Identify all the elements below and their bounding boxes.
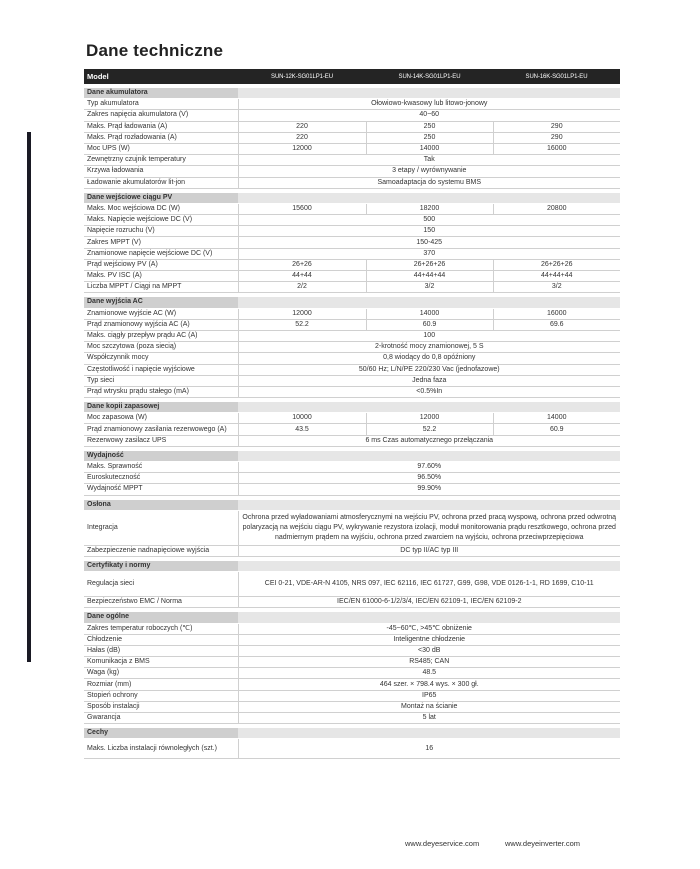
spec-row	[84, 308, 620, 319]
spec-value: Inteligentne chłodzenie	[238, 634, 620, 645]
model-name: SUN-14K-SG01LP1-EU	[366, 69, 493, 84]
section-title: Dane wejściowe ciągu PV	[84, 193, 238, 204]
spec-value: 10000	[238, 413, 366, 424]
spec-value: 20800	[493, 203, 620, 214]
spec-row	[84, 597, 620, 608]
spec-value: 60.9	[493, 424, 620, 435]
spec-value: 40~60	[238, 110, 620, 121]
spec-row	[84, 413, 620, 424]
spec-label: Maks. Liczba instalacji równoległych (szt.)	[84, 739, 238, 759]
spec-label: Wydajność MPPT	[84, 484, 238, 495]
spec-value: Samoadaptacja do systemu BMS	[238, 177, 620, 188]
spec-value: 52.2	[238, 319, 366, 330]
spec-row	[84, 623, 620, 634]
spec-label: Gwarancja	[84, 713, 238, 724]
section-header-fill	[238, 297, 620, 308]
spec-label: Integracja	[84, 510, 238, 545]
spec-value: 6 ms Czas automatycznego przełączania	[238, 435, 620, 446]
spec-row	[84, 739, 620, 759]
spec-row	[84, 572, 620, 597]
spec-value: 52.2	[366, 424, 493, 435]
spec-label: Współczynnik mocy	[84, 353, 238, 364]
section-header-row	[84, 402, 620, 413]
spec-row	[84, 657, 620, 668]
spec-row	[84, 203, 620, 214]
spec-row	[84, 364, 620, 375]
spec-value: 0,8 wiodący do 0,8 opóźniony	[238, 353, 620, 364]
spec-value: Tak	[238, 155, 620, 166]
spec-row	[84, 342, 620, 353]
spec-value: 100	[238, 330, 620, 341]
section-title: Dane ogólne	[84, 612, 238, 623]
spec-value: 50/60 Hz; L/N/PE 220/230 Vac (jednofazowe)	[238, 364, 620, 375]
spec-value: 48.5	[238, 668, 620, 679]
spec-label: Regulacja sieci	[84, 572, 238, 597]
spec-value: Ochrona przed wyładowaniami atmosferycznymi na wejściu PV, ochrona przed pracą wyspową, ochrona przed odwrotną polaryzacją na wejściu ciągu PV, wykrywanie rezystora izolacji, moduł monitorowania prądu resztkowego, ochrona przed nadmiernym prądem na wyjściu, ochrona przed zwarciem na wyjściu, ochrona przeciwprzepięciowa	[238, 510, 620, 545]
section-header-fill	[238, 402, 620, 413]
spec-label: Zakres temperatur roboczych (℃)	[84, 623, 238, 634]
section-header-row	[84, 728, 620, 739]
spec-row	[84, 701, 620, 712]
spec-row	[84, 690, 620, 701]
spec-label: Zakres napięcia akumulatora (V)	[84, 110, 238, 121]
spec-row	[84, 155, 620, 166]
spec-row	[84, 166, 620, 177]
spec-row	[84, 545, 620, 556]
section-header-fill	[238, 451, 620, 462]
spec-label: Zabezpieczenie nadnapięciowe wyjścia	[84, 545, 238, 556]
spec-value: 99.90%	[238, 484, 620, 495]
spec-row	[84, 424, 620, 435]
section-header-row	[84, 297, 620, 308]
spec-value: 18200	[366, 203, 493, 214]
spec-value: 14000	[366, 308, 493, 319]
spec-label: Stopień ochrony	[84, 690, 238, 701]
spec-value: <30 dB	[238, 645, 620, 656]
spec-row	[84, 484, 620, 495]
spec-value: 60.9	[366, 319, 493, 330]
spec-value: 16000	[493, 308, 620, 319]
spec-row	[84, 248, 620, 259]
page-title: Dane techniczne	[86, 41, 224, 60]
section-title: Osłona	[84, 500, 238, 511]
spec-row	[84, 473, 620, 484]
spec-value: 500	[238, 215, 620, 226]
spec-row	[84, 237, 620, 248]
spec-label: Maks. Moc wejściowa DC (W)	[84, 203, 238, 214]
spec-label: Częstotliwość i napięcie wyjściowe	[84, 364, 238, 375]
section-header-row	[84, 500, 620, 511]
spec-label: Znamionowe napięcie wejściowe DC (V)	[84, 248, 238, 259]
section-header-fill	[238, 88, 620, 99]
spec-value: 2-krotność mocy znamionowej, 5 S	[238, 342, 620, 353]
spec-value: 290	[493, 132, 620, 143]
spec-value: 69.6	[493, 319, 620, 330]
section-header-row	[84, 451, 620, 462]
spec-label: Liczba MPPT / Ciągi na MPPT	[84, 282, 238, 293]
spec-label: Prąd znamionowy wyjścia AC (A)	[84, 319, 238, 330]
edge-decoration-bar	[27, 132, 31, 662]
spec-row	[84, 143, 620, 154]
spec-table	[84, 69, 620, 759]
spec-label: Rozmiar (mm)	[84, 679, 238, 690]
model-header-row	[84, 69, 620, 84]
spec-value: 290	[493, 121, 620, 132]
spec-row	[84, 353, 620, 364]
spec-value: 220	[238, 121, 366, 132]
spec-value: 220	[238, 132, 366, 143]
spec-value: 26+26	[238, 259, 366, 270]
spec-row	[84, 121, 620, 132]
spec-value: CEI 0-21, VDE-AR-N 4105, NRS 097, IEC 62116, IEC 61727, G99, G98, VDE 0126-1-1, RD 1699, C10-11	[238, 572, 620, 597]
spec-label: Bezpieczeństwo EMC / Norma	[84, 597, 238, 608]
spec-value: 96.50%	[238, 473, 620, 484]
spec-label: Moc UPS (W)	[84, 143, 238, 154]
section-header-fill	[238, 728, 620, 739]
spec-label: Komunikacja z BMS	[84, 657, 238, 668]
model-header-label: Model	[84, 69, 238, 84]
spec-label: Krzywa ładowania	[84, 166, 238, 177]
section-title: Cechy	[84, 728, 238, 739]
spec-value: 16	[238, 739, 620, 759]
spec-value: 43.5	[238, 424, 366, 435]
section-header-row	[84, 561, 620, 572]
spec-label: Znamionowe wyjście AC (W)	[84, 308, 238, 319]
spec-value: 26+26+26	[366, 259, 493, 270]
footer-link-service[interactable]: www.deyeservice.com	[405, 839, 480, 848]
spec-label: Moc zapasowa (W)	[84, 413, 238, 424]
spec-label: Prąd wtrysku prądu stałego (mA)	[84, 386, 238, 397]
section-header-row	[84, 612, 620, 623]
section-title: Wydajność	[84, 451, 238, 462]
spec-value: Montaż na ścianie	[238, 701, 620, 712]
spec-row	[84, 110, 620, 121]
spec-label: Maks. Prąd ładowania (A)	[84, 121, 238, 132]
spec-value: 14000	[366, 143, 493, 154]
spec-row	[84, 259, 620, 270]
model-name: SUN-16K-SG01LP1-EU	[493, 69, 620, 84]
spec-row	[84, 319, 620, 330]
section-title: Dane akumulatora	[84, 88, 238, 99]
spec-label: Napięcie rozruchu (V)	[84, 226, 238, 237]
spec-row	[84, 634, 620, 645]
spec-value: IEC/EN 61000-6-1/2/3/4, IEC/EN 62109-1, IEC/EN 62109-2	[238, 597, 620, 608]
section-header-fill	[238, 193, 620, 204]
spec-value: RS485; CAN	[238, 657, 620, 668]
spec-value: 12000	[238, 143, 366, 154]
spec-label: Typ sieci	[84, 375, 238, 386]
spec-label: Sposób instalacji	[84, 701, 238, 712]
spec-label: Maks. ciągły przepływ prądu AC (A)	[84, 330, 238, 341]
spec-label: Moc szczytowa (poza siecią)	[84, 342, 238, 353]
spec-row	[84, 668, 620, 679]
spec-value: 15600	[238, 203, 366, 214]
spec-row	[84, 386, 620, 397]
spec-value: 12000	[366, 413, 493, 424]
section-header-row	[84, 193, 620, 204]
spec-label: Euroskuteczność	[84, 473, 238, 484]
spec-value: 150-425	[238, 237, 620, 248]
spec-label: Ładowanie akumulatorów lit-jon	[84, 177, 238, 188]
spec-label: Zakres MPPT (V)	[84, 237, 238, 248]
footer-link-inverter[interactable]: www.deyeinverter.com	[505, 839, 581, 848]
spec-label: Prąd znamionowy zasilania rezerwowego (A)	[84, 424, 238, 435]
section-header-row	[84, 88, 620, 99]
section-title: Dane wyjścia AC	[84, 297, 238, 308]
spec-value: 26+26+26	[493, 259, 620, 270]
spec-value: 3/2	[366, 282, 493, 293]
spec-value: Jedna faza	[238, 375, 620, 386]
spec-value: 370	[238, 248, 620, 259]
spec-row	[84, 215, 620, 226]
spec-row	[84, 282, 620, 293]
spec-value: 3 etapy / wyrównywanie	[238, 166, 620, 177]
spec-value: -45~60℃, >45℃ obniżenie	[238, 623, 620, 634]
spec-value: 44+44	[238, 271, 366, 282]
spec-value: Ołowiowo-kwasowy lub litowo-jonowy	[238, 99, 620, 110]
spec-value: 2/2	[238, 282, 366, 293]
spec-label: Hałas (dB)	[84, 645, 238, 656]
spec-row	[84, 177, 620, 188]
section-title: Certyfikaty i normy	[84, 561, 238, 572]
spec-row	[84, 375, 620, 386]
spec-value: 97.60%	[238, 462, 620, 473]
spec-value: 464 szer. × 798.4 wys. × 300 gł.	[238, 679, 620, 690]
spec-label: Maks. PV ISC (A)	[84, 271, 238, 282]
spec-value: 12000	[238, 308, 366, 319]
spec-label: Typ akumulatora	[84, 99, 238, 110]
spec-label: Prąd wejściowy PV (A)	[84, 259, 238, 270]
model-name: SUN-12K-SG01LP1-EU	[238, 69, 366, 84]
spec-value: 250	[366, 121, 493, 132]
spec-row	[84, 435, 620, 446]
spec-label: Maks. Napięcie wejściowe DC (V)	[84, 215, 238, 226]
spec-value: IP65	[238, 690, 620, 701]
spec-row	[84, 330, 620, 341]
spec-row	[84, 713, 620, 724]
section-header-fill	[238, 612, 620, 623]
spec-row	[84, 510, 620, 545]
spec-value: <0.5%In	[238, 386, 620, 397]
spec-row	[84, 132, 620, 143]
spec-row	[84, 645, 620, 656]
spec-value: 44+44+44	[493, 271, 620, 282]
spec-value: DC typ II/AC typ III	[238, 545, 620, 556]
spec-label: Zewnętrzny czujnik temperatury	[84, 155, 238, 166]
spec-row	[84, 679, 620, 690]
section-title: Dane kopii zapasowej	[84, 402, 238, 413]
spec-value: 14000	[493, 413, 620, 424]
spec-value: 16000	[493, 143, 620, 154]
spec-label: Waga (kg)	[84, 668, 238, 679]
spec-row	[84, 226, 620, 237]
spec-value: 3/2	[493, 282, 620, 293]
spec-label: Maks. Sprawność	[84, 462, 238, 473]
spec-row	[84, 99, 620, 110]
section-header-fill	[238, 500, 620, 511]
spec-label: Maks. Prąd rozładowania (A)	[84, 132, 238, 143]
spec-label: Chłodzenie	[84, 634, 238, 645]
section-header-fill	[238, 561, 620, 572]
spec-value: 150	[238, 226, 620, 237]
spec-row	[84, 271, 620, 282]
spec-value: 250	[366, 132, 493, 143]
spec-value: 44+44+44	[366, 271, 493, 282]
spec-value: 5 lat	[238, 713, 620, 724]
spec-label: Rezerwowy zasilacz UPS	[84, 435, 238, 446]
spec-row	[84, 462, 620, 473]
